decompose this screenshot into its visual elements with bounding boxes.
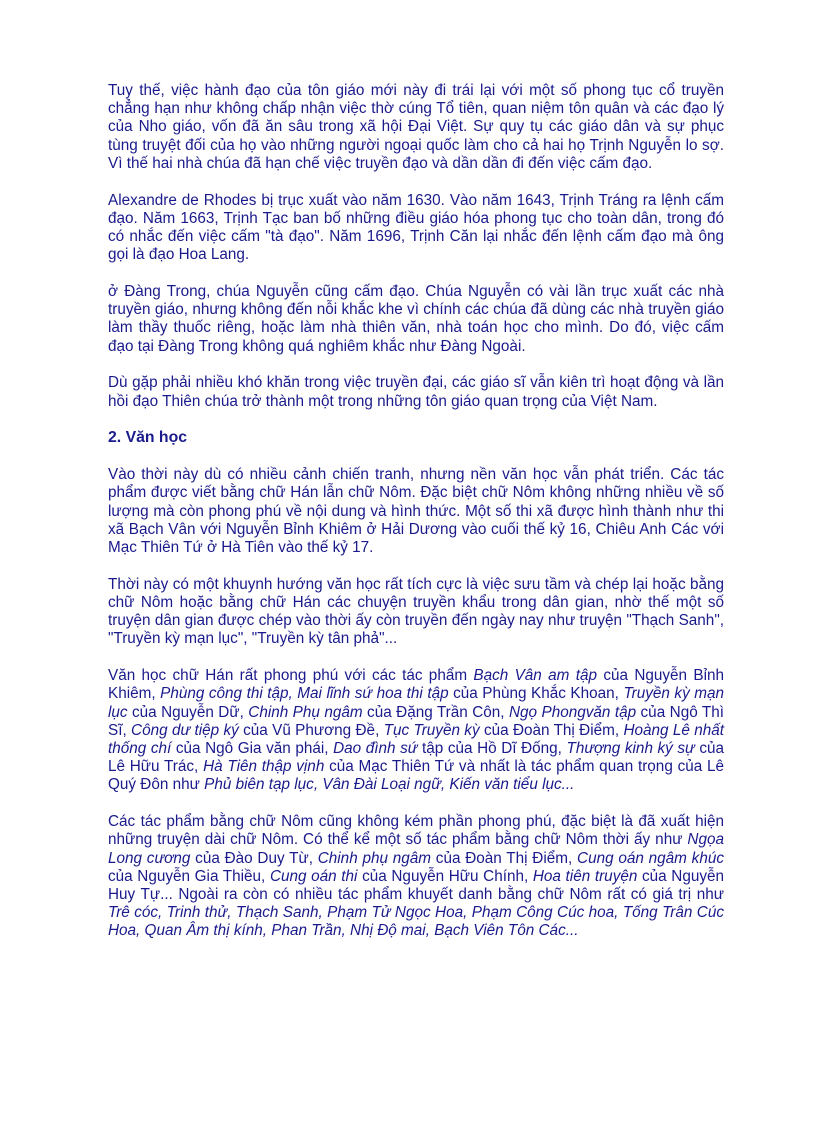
paragraph-religion-opposition: Tuy thế, việc hành đạo của tôn giáo mới này đi trái lại với một số phong tục cổ truyền chẳng hạn như không chấp nhận việc thờ cúng Tổ tiên, quan niệm tôn quân và các đạo lý của Nho giáo, vốn đã ăn sâu trong xã hội Đại Việt. Sự quy tụ các giáo dân và sự phục tùng truyệt đối của họ vào những người ngoại quốc làm cho cả hai họ Trịnh Nguyễn lo sợ. Vì thế hai nhà chúa đã hạn chế việc truyền đạo và dần dần đi đến việc cấm đạo.: [108, 82, 724, 172]
paragraph-literature-intro: Vào thời này dù có nhiều cảnh chiến tranh, nhưng nền văn học vẫn phát triển. Các tác phẩm được viết bằng chữ Hán lẫn chữ Nôm. Đặc biệt chữ Nôm không những nhiều về số lượng mà còn phong phú về nội dung và hình thức. Một số thi xã được hình thành như thi xã Bạch Vân với Nguyễn Bỉnh Khiêm ở Hải Dương vào cuối thế kỷ 16, Chiêu Anh Các với Mạc Thiên Tứ ở Hà Tiên vào thế kỷ 17.: [108, 466, 724, 557]
paragraph-dang-trong: ở Đàng Trong, chúa Nguyễn cũng cấm đạo. Chúa Nguyễn có vài lần trục xuất các nhà truyền giáo, nhưng không đến nỗi khắc khe vì chính các chúa đã dùng các nhà truyền giáo làm thầy thuốc riêng, hoặc làm nhà thiên văn, nhà toán học cho mình. Do đó, việc cấm đạo tại Đàng Trong không quá nghiêm khắc như Đàng Ngoài.: [108, 283, 724, 355]
paragraph-folk-tales: Thời này có một khuynh hướng văn học rất tích cực là việc sưu tầm và chép lại hoặc bằng chữ Nôm hoặc bằng chữ Hán các chuyện truyền khẩu trong dân gian, nhờ thế một số truyện dân gian được chép vào thời ấy còn truyền đến ngày nay như truyện "Thạch Sanh", "Truyền kỳ mạn lục", "Truyền kỳ tân phả"...: [108, 575, 724, 648]
paragraph-christianity-growth: Dù gặp phải nhiều khó khăn trong việc truyền đại, các giáo sĩ vẫn kiên trì hoạt động và lần hồi đạo Thiên chúa trở thành một trong những tôn giáo quan trọng của Việt Nam.: [108, 374, 724, 410]
paragraph-trinh-ban: Alexandre de Rhodes bị trục xuất vào năm 1630. Vào năm 1643, Trịnh Tráng ra lệnh cấm đạo. Năm 1663, Trịnh Tạc ban bố những điều giáo hóa phong tục cho toàn dân, trong đó có nhắc đến việc cấm "tà đạo". Năm 1696, Trịnh Căn lại nhắc đến lệnh cấm đạo mà ông gọi là đạo Hoa Lang.: [108, 191, 724, 264]
paragraph-nom-literature: Các tác phẩm bằng chữ Nôm cũng không kém phần phong phú, đặc biệt là đã xuất hiện những truyện dài chữ Nôm. Có thể kể một số tác phẩm bằng chữ Nôm thời ấy như Ngọa Long cương của Đào Duy Từ, Chinh phụ ngâm của Đoàn Thị Điểm, Cung oán ngâm khúc của Nguyễn Gia Thiều, Cung oán thi của Nguyễn Hữu Chính, Hoa tiên truyện của Nguyễn Huy Tự... Ngoài ra còn có nhiều tác phẩm khuyết danh bằng chữ Nôm rất có giá trị như Trê cóc, Trinh thử, Thạch Sanh, Phạm Tử Ngọc Hoa, Phạm Công Cúc hoa, Tống Trân Cúc Hoa, Quan Âm thị kính, Phan Trần, Nhị Độ mai, Bạch Viên Tôn Các...: [108, 813, 725, 940]
paragraph-han-literature: Văn học chữ Hán rất phong phú với các tác phẩm Bạch Vân am tập của Nguyễn Bỉnh Khiêm, Phùng công thi tập, Mai lĩnh sứ hoa thi tập của Phùng Khắc Khoan, Truyền kỳ mạn lục của Nguyễn Dữ, Chinh Phụ ngâm của Đặng Trần Côn, Ngọ Phongvăn tập của Ngô Thì Sĩ, Công dư tiệp ký của Vũ Phương Đề, Tục Truyền kỳ của Đoàn Thị Điểm, Hoàng Lê nhất thống chí của Ngô Gia văn phái, Dao đình sứ tập của Hồ Dĩ Đống, Thượng kinh ký sự của Lê Hữu Trác, Hà Tiên thập vịnh của Mạc Thiên Tứ và nhất là tác phẩm quan trọng của Lê Quý Đôn như Phủ biên tạp lục, Vân Đài Loại ngữ, Kiến văn tiểu lục...: [108, 667, 725, 794]
document-page: [108, 82, 724, 959]
section-heading-literature: 2. Văn học: [108, 429, 188, 447]
